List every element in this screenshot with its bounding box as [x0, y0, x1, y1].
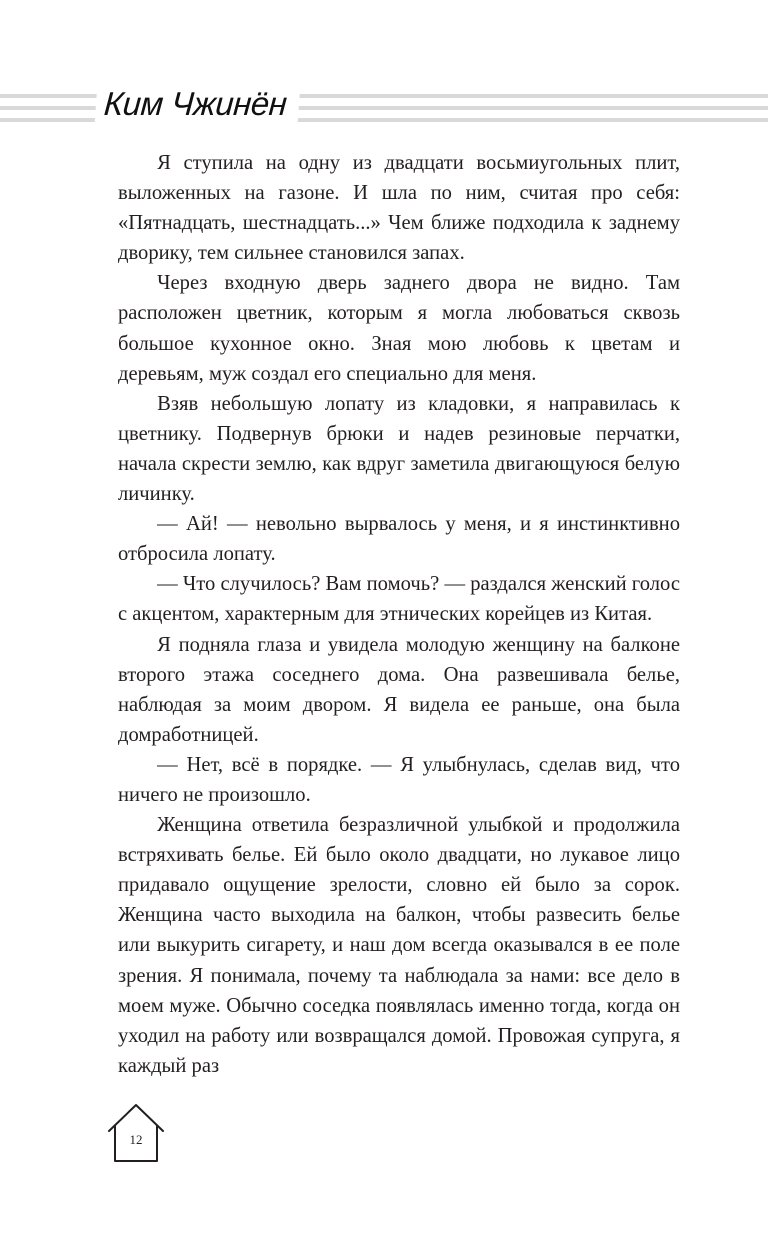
paragraph: Я ступила на одну из двадцати восьмиугольных плит, выложенных на газоне. И шла по ним, считая про себя: «Пятнадцать, шестнадцать...» Чем ближе подходила к заднему дворику, тем сильнее становился запах. [118, 152, 680, 265]
page-number-badge [106, 1102, 166, 1164]
paragraph: — Ай! — невольно вырвалось у меня, и я инстинктивно отбросила лопату. [118, 513, 680, 566]
paragraph: Через входную дверь заднего двора не видно. Там расположен цветник, которым я могла любоваться сквозь большое кухонное окно. Зная мою любовь к цветам и деревьям, муж создал его специально для меня. [118, 272, 680, 385]
paragraph: Женщина ответила безразличной улыбкой и продолжила встряхивать белье. Ей было около двадцати, но лукавое лицо придавало ощущение зрелости, словно ей было за сорок. Женщина часто выходила на балкон, чтобы развесить белье или выкурить сигарету, и наш дом всегда оказывался в ее поле зрения. Я понимала, почему та наблюдала за нами: все дело в моем муже. Обычно соседка появлялась именно тогда, когда он уходил на работу или возвращался домой. Провожая супруга, я каждый раз [118, 814, 680, 1077]
paragraph: Взяв небольшую лопату из кладовки, я направилась к цветнику. Подвернув брюки и надев резиновые перчатки, начала скрести землю, как вдруг заметила двигающуюся белую личинку. [118, 392, 680, 506]
paragraph: Я подняла глаза и увидела молодую женщину на балконе второго этажа соседнего дома. Она развешивала белье, наблюдая за моим двором. Я видела ее раньше, она была домработницей. [118, 633, 680, 746]
page-number: 12 [129, 1132, 143, 1147]
paragraph: — Нет, всё в порядке. — Я улыбнулась, сделав вид, что ничего не произошло. [118, 753, 680, 806]
paragraph: — Что случилось? Вам помочь? — раздался женский голос с акцентом, характерным для этнических корейцев из Китая. [118, 573, 680, 626]
author-name: Ким Чжинён [94, 80, 300, 128]
page-text [118, 148, 680, 1081]
